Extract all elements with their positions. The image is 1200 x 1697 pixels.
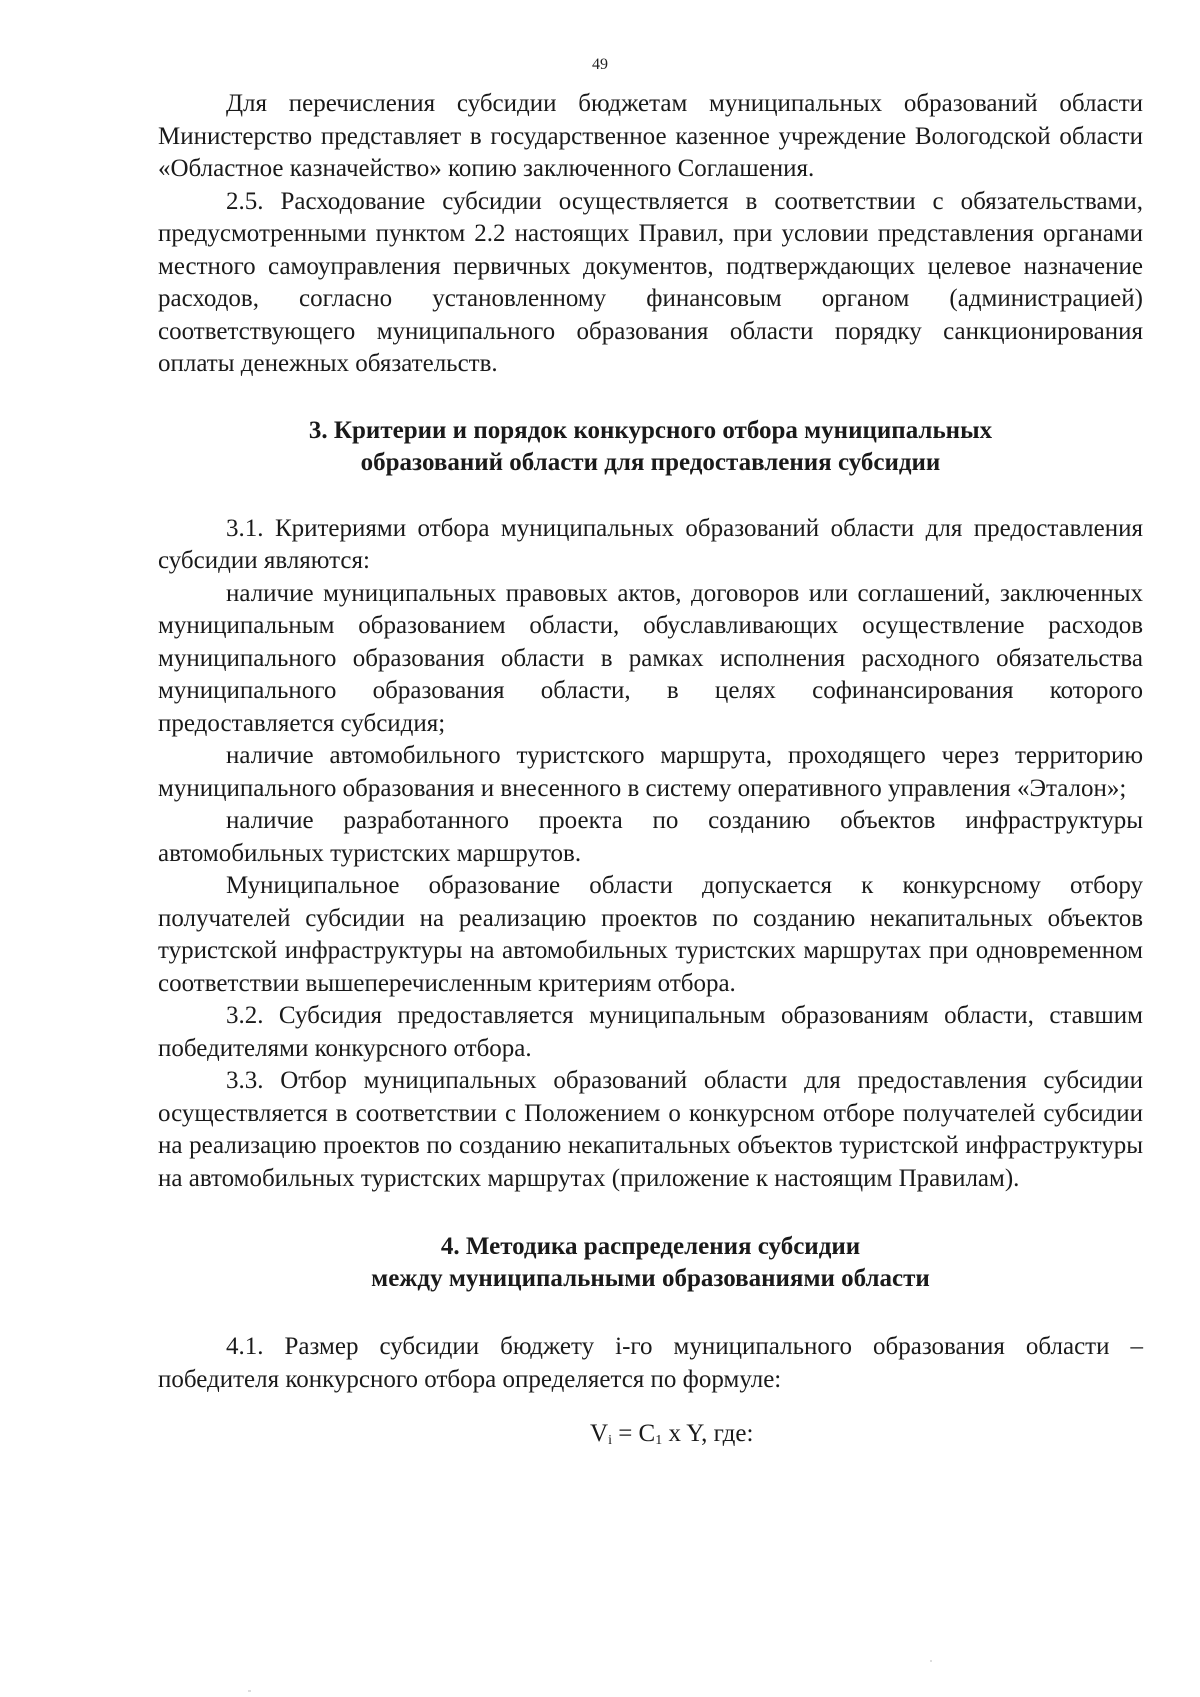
- criterion-infrastructure-project: наличие разработанного проекта по созданию объектов инфраструктуры автомобильных туристских маршрутов.: [158, 807, 1143, 867]
- criterion-tourist-route: наличие автомобильного туристского маршрута, проходящего через территорию муниципального образования и внесенного в систему оперативного управления «Эталон»;: [158, 742, 1143, 802]
- section-3-heading-line-2: образований области для предоставления субсидии: [360, 448, 941, 476]
- formula-equals-c: = C: [611, 1420, 656, 1447]
- formula-v-subscript: i: [608, 1433, 612, 1448]
- scan-speck: [930, 1660, 932, 1662]
- paragraph-3-2: 3.2. Субсидия предоставляется муниципальным образованиям области, ставшим победителями конкурсного отбора.: [158, 1002, 1143, 1062]
- subsidy-formula: [158, 1418, 1143, 1458]
- paragraph-3-1: 3.1. Критериями отбора муниципальных образований области для предоставления субсидии являются:: [158, 514, 1143, 574]
- section-4-heading: [158, 1231, 1143, 1295]
- section-3-heading-line-1: 3. Критерии и порядок конкурсного отбора муниципальных: [308, 416, 993, 444]
- formula-v: V: [590, 1420, 609, 1447]
- section-3-heading: [158, 415, 1143, 479]
- paragraph-3-3: 3.3. Отбор муниципальных образований области для предоставления субсидии осуществляется в соответствии с Положением о конкурсном отборе получателей субсидии на реализацию проектов по созданию некапитальных объектов туристской инфраструктуры на автомобильных туристских маршрутах (приложение к настоящим Правилам).: [158, 1067, 1143, 1192]
- paragraph-2-5: 2.5. Расходование субсидии осуществляется в соответствии с обязательствами, предусмотренными пунктом 2.2 настоящих Правил, при условии представления органами местного самоуправления первичных документов, подтверждающих целевое назначение расходов, согласно установленному финансовым органом (администрацией) соответствующего муниципального образования области порядку санкционирования оплаты денежных обязательств.: [158, 187, 1143, 377]
- section-4-heading-line-1: 4. Методика распределения субсидии: [440, 1233, 861, 1260]
- paragraph-treasury-copy: Для перечисления субсидии бюджетам муниципальных образований области Министерство представляет в государственное казенное учреждение Вологодской области «Областное казначейство» копию заключенного Соглашения.: [158, 90, 1143, 182]
- criterion-legal-acts: наличие муниципальных правовых актов, договоров или соглашений, заключенных муниципальным образованием области, обуславливающих осуществление расходов муниципального образования области в рамках исполнения расходного обязательства муниципального образования области, в целях софинансирования которого предоставляется субсидия;: [158, 579, 1143, 737]
- page-content: [158, 88, 1143, 1458]
- paragraph-admission: Муниципальное образование области допускается к конкурсному отбору получателей субсидии на реализацию проектов по созданию некапитальных объектов туристской инфраструктуры на автомобильных туристских маршрутах при одновременном соответствии вышеперечисленным критериям отбора.: [158, 872, 1143, 997]
- section-4-heading-line-2: между муниципальными образованиями области: [371, 1265, 930, 1292]
- formula-c-subscript: 1: [655, 1433, 663, 1448]
- formula-rest: x Y, где:: [662, 1420, 754, 1447]
- page-number: 49: [592, 56, 608, 73]
- scan-speck: [248, 1690, 251, 1692]
- paragraph-4-1: 4.1. Размер субсидии бюджету i-го муниципального образования области – победителя конкурсного отбора определяется по формуле:: [158, 1333, 1143, 1393]
